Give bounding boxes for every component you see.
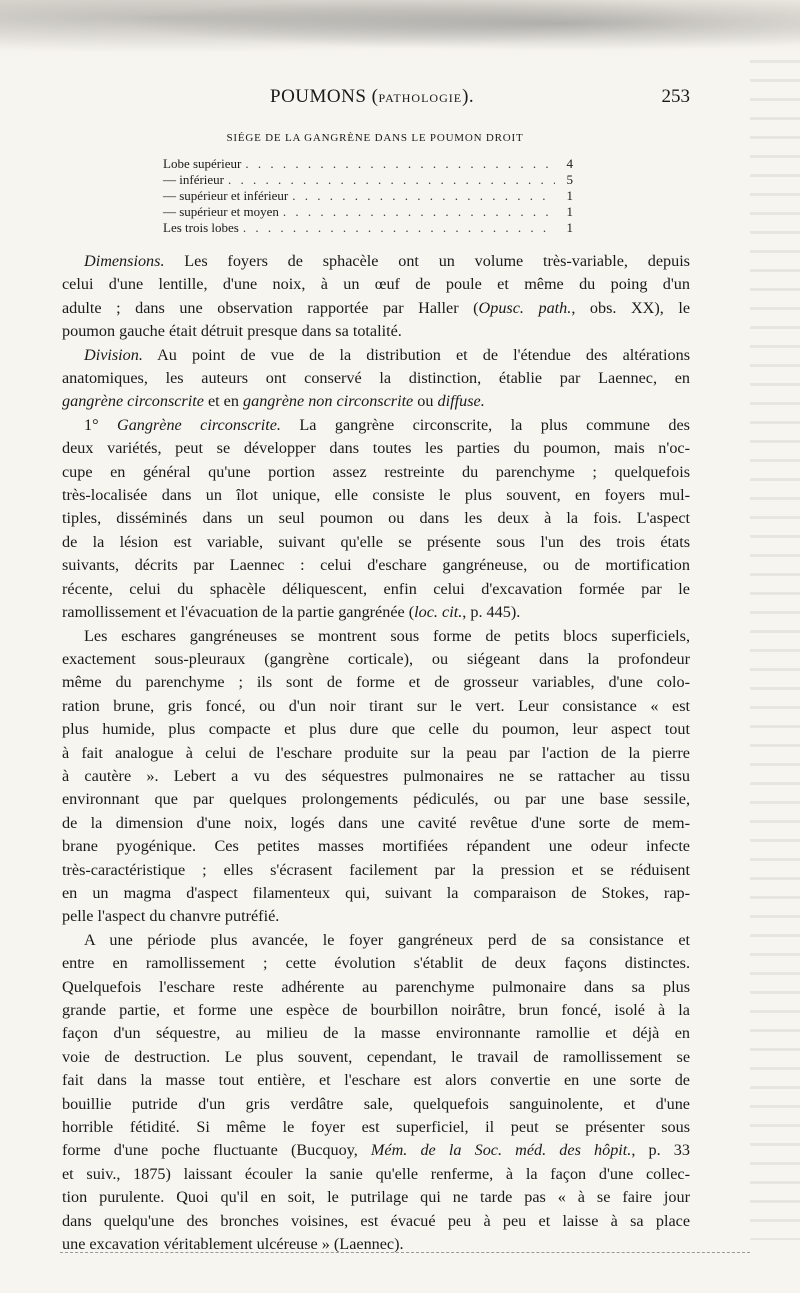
table-row (163, 156, 573, 172)
table-row (163, 204, 573, 220)
text-line (62, 1210, 690, 1233)
text-segment: une excavation véritablement ulcéreuse » (Laennec). (62, 1235, 404, 1254)
text-segment: horrible fétidité. Si même le foyer est superficiel, il peut se présenter sous (62, 1118, 690, 1137)
text-line (62, 484, 690, 507)
text-segment: et en (203, 392, 244, 411)
table-row (163, 188, 573, 204)
row-value: 4 (566, 156, 573, 171)
text-segment: de la lésion est variable, suivant qu'elle se présente sous l'un des trois états (62, 532, 690, 551)
italic-segment: loc. cit. (414, 603, 463, 622)
running-header (60, 86, 690, 112)
text-segment: bouillie putride d'un gris verdâtre sale, quelquefois sanguinolente, et d'une (62, 1094, 690, 1113)
row-label: — supérieur et inférieur (163, 188, 289, 203)
text-segment: celui d'une lentille, d'une noix, à un œuf de poule et même du poing d'un (62, 275, 690, 294)
text-line (62, 1069, 690, 1092)
text-line (62, 765, 690, 788)
text-line (62, 625, 690, 648)
text-line (62, 1093, 690, 1116)
text-segment: fait dans la masse tout entière, et l'eschare est alors convertie en une sorte de (62, 1071, 690, 1090)
text-line (62, 554, 690, 577)
text-segment: façon d'un séquestre, au milieu de la masse environnante ramollie et déjà en (62, 1024, 690, 1043)
text-line (62, 1186, 690, 1209)
leader-dots (228, 172, 555, 188)
row-label: — inférieur (163, 172, 225, 187)
text-segment: récente, celui du sphacèle déliquescent, enfin celui d'excavation formée par le (62, 579, 690, 598)
text-line (62, 742, 690, 765)
text-segment: plus humide, plus compacte et plus dure que celle du poumon, leur aspect tout (62, 720, 690, 739)
text-segment: tion purulente. Quoi qu'il en soit, le putrilage qui ne tarde pas « à se faire jour (62, 1188, 690, 1207)
row-value: 1 (566, 204, 573, 219)
text-segment: anatomiques, les auteurs ont conservé la distinction, établie par Laennec, en (62, 369, 690, 388)
row-value: 5 (566, 172, 573, 187)
text-segment: A une période plus avancée, le foyer gangréneux perd de sa consistance et (84, 930, 690, 949)
leader-dots (292, 188, 555, 204)
text-line (62, 531, 690, 554)
text-segment: même du parenchyme ; ils sont de forme et de grosseur variables, d'une colo- (62, 673, 690, 692)
text-line (62, 390, 690, 413)
text-line (62, 437, 690, 460)
running-title (270, 86, 474, 108)
text-segment: Les foyers de sphacèle ont un volume très-variable, depuis (164, 252, 690, 270)
page-number: 253 (661, 86, 690, 107)
text-line (62, 273, 690, 296)
text-line (62, 1022, 690, 1045)
italic-segment: Opusc. path. (478, 298, 572, 317)
text-segment: La gangrène circonscrite, la plus commune des (280, 415, 690, 434)
text-line (62, 695, 690, 718)
text-segment: de la dimension d'une noix, logés dans une cavité revêtue d'une sorte de mem- (62, 813, 690, 832)
text-segment: à fait analogue à celui de l'eschare produite sur la peau par l'action de la pierre (62, 743, 690, 762)
row-label: — supérieur et moyen (163, 204, 279, 219)
italic-segment: Mém. de la Soc. méd. des hôpit. (370, 1141, 632, 1160)
text-segment: très-localisée dans un îlot unique, elle consiste le plus souvent, en foyers mul- (62, 486, 690, 505)
text-line (62, 718, 690, 741)
text-segment: Les eschares gangréneuses se montrent sous forme de petits blocs superficiels, (84, 626, 690, 645)
text-segment: pelle l'aspect du chanvre putréfié. (62, 907, 280, 926)
text-segment: suivants, décrits par Laennec : celui d'eschare gangréneuse, ou de mortification (62, 556, 690, 575)
text-segment: 1° (84, 415, 117, 434)
text-line (62, 812, 690, 835)
text-line (62, 905, 690, 928)
scan-noise-top (0, 0, 800, 58)
text-line (62, 320, 690, 343)
row-value: 1 (566, 220, 573, 235)
italic-segment: gangrène circonscrite (62, 392, 204, 411)
text-segment: poumon gauche était détruit presque dans sa totalité. (62, 322, 402, 341)
lobe-table (163, 156, 573, 236)
scan-noise-right (750, 60, 800, 1240)
text-line (62, 601, 690, 624)
title-main: POUMONS ( (270, 86, 379, 107)
text-segment: forme d'une poche fluctuante (Bucquoy, (62, 1141, 371, 1160)
table-row (163, 172, 573, 188)
text-line (62, 1116, 690, 1139)
text-segment: voie de destruction. Le plus souvent, cependant, le travail de ramollissement se (62, 1047, 690, 1066)
leader-dots (243, 220, 555, 236)
text-segment: adulte ; dans une observation rapportée par Haller ( (62, 298, 479, 317)
text-line (62, 297, 690, 320)
text-line (62, 976, 690, 999)
title-end: ). (462, 86, 475, 107)
text-segment: ration brune, gris foncé, ou d'un noir tirant sur le vert. Leur consistance « est (62, 696, 690, 715)
text-line (62, 414, 690, 437)
text-line (62, 788, 690, 811)
text-segment: brane pyogénique. Ces petites masses mortifiées répandent une odeur infecte (62, 837, 690, 856)
text-line (62, 1139, 690, 1162)
row-label: Lobe supérieur (163, 156, 242, 171)
text-segment: deux variétés, peut se développer dans toutes les parties du poumon, mais n'oc- (62, 439, 690, 458)
text-line (62, 835, 690, 858)
italic-segment: Gangrène circonscrite. (117, 415, 281, 434)
text-segment: grande partie, et forme une espèce de bourbillon noirâtre, brun foncé, isolé à la (62, 1001, 690, 1019)
text-segment: cupe en général qu'une portion assez restreinte du parenchyme ; quelquefois (62, 462, 690, 481)
text-segment: Quelquefois l'eschare reste adhérente au parenchyme pulmonaire dans sa plus (62, 977, 690, 996)
row-value: 1 (566, 188, 573, 203)
body-text (62, 250, 690, 1256)
text-line (62, 344, 690, 367)
italic-segment: Dimensions. (84, 252, 165, 270)
text-line (62, 671, 690, 694)
leader-dots (283, 204, 555, 220)
italic-segment: diffuse. (437, 392, 485, 411)
text-segment: environnant que par quelques prolongements pédiculés, ou par une base sessile, (62, 790, 690, 809)
text-line (62, 461, 690, 484)
text-line (62, 367, 690, 390)
text-line (62, 929, 690, 952)
text-segment: très-caractéristique ; elles s'écrasent facilement par la pression et se réduisent (62, 860, 690, 879)
italic-segment: gangrène non circonscrite (243, 392, 414, 411)
text-segment: et suiv., 1875) laissant écouler la sanie qu'elle renferme, à la façon d'une collec- (62, 1164, 690, 1183)
text-line (62, 859, 690, 882)
title-small-caps: PATHOLOGIE (378, 91, 463, 105)
text-line (62, 999, 690, 1022)
text-segment: ramollissement et l'évacuation de la partie gangrénée ( (62, 603, 415, 622)
table-row (163, 220, 573, 236)
text-line (62, 507, 690, 530)
text-segment: , obs. XX), le (571, 298, 690, 317)
text-segment: à cautère ». Lebert a vu des séquestres pulmonaires ne se rattacher au tissu (62, 766, 690, 785)
text-segment: en un magma d'aspect filamenteux qui, suivant la comparaison de Stokes, rap- (62, 883, 690, 902)
text-segment: , p. 445). (462, 603, 521, 622)
text-segment: ou (413, 392, 438, 411)
text-line (62, 1163, 690, 1186)
text-segment: Au point de vue de la distribution et de l'étendue des altérations (142, 345, 690, 364)
text-line (62, 882, 690, 905)
text-segment: entre en ramollissement ; cette évolution s'établit de deux façons distinctes. (62, 954, 690, 973)
row-label: Les trois lobes (163, 220, 239, 235)
table-title: SIÉGE DE LA GANGRÈNE DANS LE POUMON DROIT (226, 132, 524, 144)
text-line (62, 952, 690, 975)
leader-dots (245, 156, 555, 172)
text-line (62, 648, 690, 671)
text-segment: tiples, disséminés dans un seul poumon ou dans les deux à la fois. L'aspect (62, 509, 690, 528)
text-line (62, 578, 690, 601)
bottom-rule (60, 1252, 750, 1255)
text-segment: , p. 33 (631, 1141, 690, 1160)
italic-segment: Division. (84, 345, 143, 364)
text-segment: dans quelqu'une des bronches voisines, est évacué peu à peu et laisse à sa place (62, 1211, 690, 1230)
text-segment: exactement sous-pleuraux (gangrène corticale), ou siégeant dans la profondeur (62, 649, 690, 668)
text-line (62, 1046, 690, 1069)
text-line (62, 250, 690, 273)
